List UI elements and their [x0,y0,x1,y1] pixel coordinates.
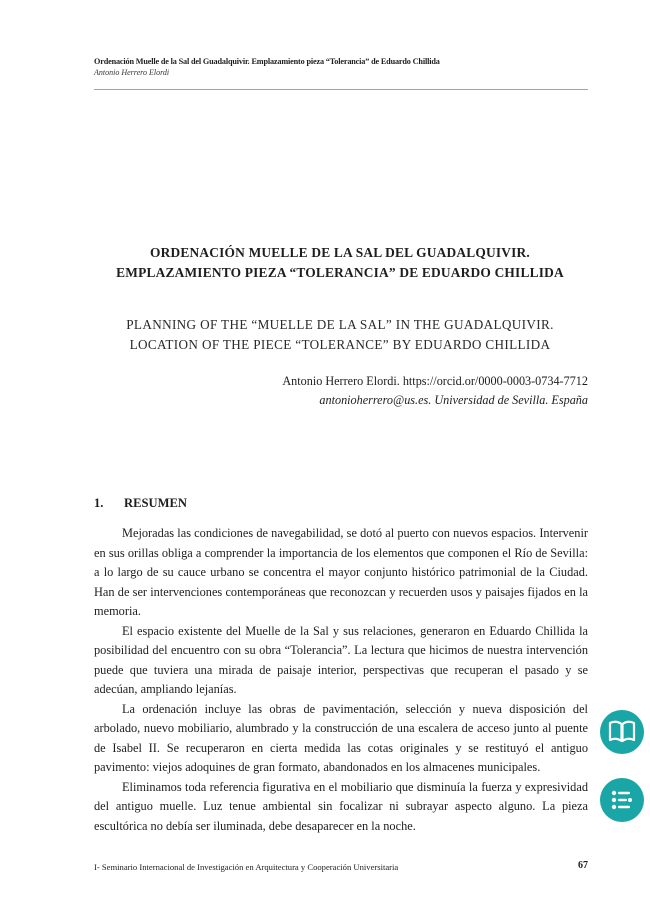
section-heading [94,496,187,511]
paragraph: El espacio existente del Muelle de la Sal y sus relaciones, generaron en Eduardo Chillida la posibilidad del encuentro con su obra “Tolerancia”. La lectura que hicimos de nuestra intervención puede que tuviera una mirada de paisaje interior, perspectivas que recuperan el pasado y se adecúan, ampliando lejanías. [94,623,588,696]
running-head [94,56,588,78]
running-head-author: Antonio Herrero Elordi [94,68,170,77]
english-title-line-2: LOCATION OF THE PIECE “TOLERANCE” BY EDUARDO CHILLIDA [129,337,551,352]
english-title-line-1: PLANNING OF THE “MUELLE DE LA SAL” IN THE GUADALQUIVIR. [126,317,554,332]
english-title [60,315,620,355]
paragraph: La ordenación incluye las obras de pavimentación, selección y nueva disposición del arbolado, nuevo mobiliario, alumbrado y la construcción de una escalera de acceso junto al puente de Isabel II. Se recuperaron en cierta medida las cotas originales y se restituyó el antiguo pavimento: viejos adoquines de gran formato, abandonados en los almacenes municipales. [94,701,588,774]
running-head-title: Ordenación Muelle de la Sal del Guadalquivir. Emplazamiento pieza “Tolerancia” de Eduardo Chillida [94,57,440,66]
author-block [282,372,588,410]
page-number: 67 [578,860,588,871]
header-rule [94,89,588,90]
section-title: RESUMEN [124,496,187,510]
book-icon [607,719,637,745]
paper-title-line-2: EMPLAZAMIENTO PIEZA “TOLERANCIA” DE EDUARDO CHILLIDA [116,265,564,280]
abstract-body [94,524,588,836]
paragraph: Eliminamos toda referencia figurativa en el mobiliario que disminuía la fuerza y expresividad del antiguo muelle. Luz tenue ambiental sin focalizar ni subrayar aspecto alguno. La pieza escultórica no debía ser iluminada, debe desaparecer en la noche. [94,779,588,833]
author-affiliation: antonioherrero@us.es. Universidad de Sevilla. España [319,393,588,407]
reader-mode-button[interactable] [600,710,644,754]
footer-text: I- Seminario Internacional de Investigación en Arquitectura y Cooperación Universitaria [94,862,399,872]
paper-title [60,243,620,283]
data-panel-button[interactable] [600,778,644,822]
author-orcid: Antonio Herrero Elordi. https://orcid.or/0000-0003-0734-7712 [282,374,588,388]
paper-title-line-1: ORDENACIÓN MUELLE DE LA SAL DEL GUADALQUIVIR. [150,245,530,260]
paragraph: Mejoradas las condiciones de navegabilidad, se dotó al puerto con nuevos espacios. Intervenir en sus orillas obliga a comprender la importancia de los elementos que componen el Río de Sevilla: a lo largo de su cauce urbano se concentra el mayor conjunto histórico patrimonial de la Ciudad. Han de ser intervenciones contemporáneas que reconozcan y recuerden usos y paisajes fijados en la memoria. [94,526,588,618]
section-number: 1. [94,496,104,510]
data-list-icon [608,786,636,814]
